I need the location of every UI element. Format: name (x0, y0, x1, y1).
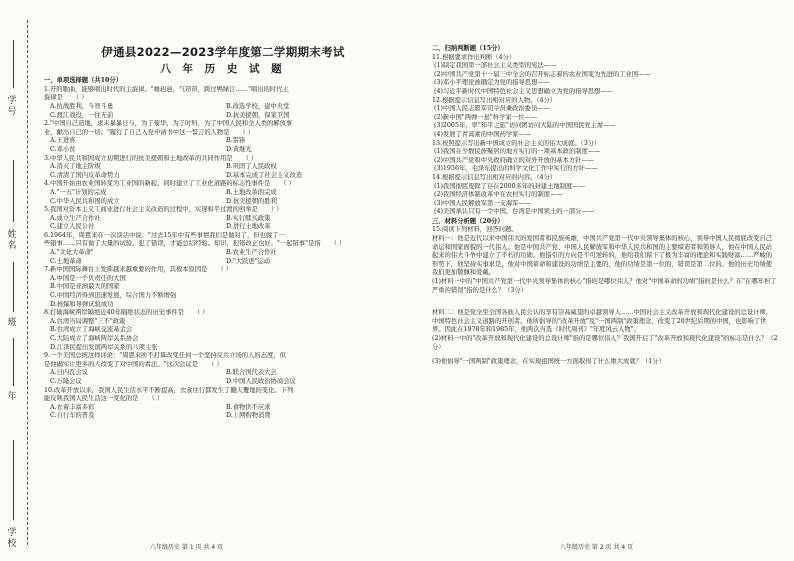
question-stem: 3.中华人民共和国成立初期进行的抗美援朝和土地改革的共同作用是 （ ） (44, 154, 258, 162)
question-stem: 些错事……只有做了大量的试验，犯了错误，才能总结经验。知识，犯错改正也好。"一起错事"是指 （ ） (44, 240, 346, 248)
answer-option[interactable]: B.联合国代表大会 (226, 369, 277, 377)
choice-question (44, 120, 402, 154)
answer-bracket[interactable]: （ ） (239, 128, 255, 136)
answer-option[interactable]: B.巩固了人民政权 (226, 163, 277, 171)
question-stem: 4.中国开始由农业国转变为工业国的新起，同时建立了工业化道路的标志性事件是 （ ） (44, 180, 296, 188)
choice-question (44, 387, 402, 421)
question-stem: 14.根据提示信息写出相对应的内容。（4分） (432, 173, 557, 181)
question-stem: 15.阅读下列材料，回答问题。 (432, 226, 518, 234)
choice-question (44, 352, 402, 386)
answer-bracket[interactable]: （ ） (148, 395, 164, 403)
answer-bracket[interactable]: （ ） (280, 180, 296, 188)
answer-option[interactable]: B.雷锋 (226, 137, 246, 145)
material-passage: 材料一：他是近代以来中国伟大的爱国者和民族英雄，中国共产党第一代中央领导集体的核心，领导中国人民彻底改变自己命运和国家面貌的一代伟人。他是中国共产党、中国人民解放军和中华人民共和国的主要缔造者和领导人，他在中国人民站起来的伟大斗争中建立了不朽的功勋。他指引的方向是不可逆转的，他给我们留下了极为丰富的理论和实践财富……严峻的形势下，他坚持实事求是，他对中国革命和建设的功绩是主要的，他的功绩是第一位的，错误是第二位的。他的历史功绩使我们更加敬佩和爱戴。 (432, 235, 773, 277)
school-label: 学校 (5, 528, 19, 550)
options-row (44, 189, 402, 198)
answer-bracket[interactable]: （ ） (72, 94, 88, 102)
answer-option[interactable]: A."一五"计划的完成 (50, 188, 107, 196)
answer-option[interactable]: B.农业生产合作社 (226, 249, 277, 257)
options-row (44, 112, 402, 121)
answer-option[interactable]: C.自行车的普及 (50, 412, 95, 420)
exam-subtitle: 八 年 历 史 试 题 (160, 62, 286, 75)
question-stem: 6.1964年，周恩来在一次谈话中说："过去15年中有些事情我们是做对了，但也做了一 (44, 231, 285, 239)
question-items (432, 105, 778, 139)
question-stem: 能反映我国人民生活这一变化的是 （ ） (44, 395, 164, 403)
answer-option[interactable]: D.核爆和导弹试验成功 (50, 300, 114, 308)
grade-line[interactable] (13, 338, 14, 386)
seal-line (27, 20, 28, 545)
answer-option[interactable]: C.清清了国内反革命势力 (50, 171, 120, 179)
answer-bracket[interactable]: （ ） (193, 309, 209, 317)
binding-margin (0, 0, 38, 561)
school-line[interactable] (13, 440, 14, 520)
question-stem: 7.新中国国际舞台上发挥越来越重要的作用，其根本原因是 （ ） (44, 266, 233, 274)
choice-question (44, 206, 402, 232)
options-row (44, 146, 402, 155)
sub-question: (3)他倡导"一国两制"政策理念，在实现祖国统一方面取得了什么重大成就？（1分） (432, 358, 665, 366)
answer-bracket[interactable]: （ ） (330, 240, 346, 248)
question-stem: 8.打破海峡两岸隔绝近40年隔绝状态的历史事件是 （ ） (44, 309, 209, 317)
answer-option[interactable]: C.中华人民共和国的成立 (50, 197, 120, 205)
answer-option[interactable]: D.中国人民政治协商会议 (226, 377, 296, 385)
fill-blank-item[interactable]: (2)新中国"两弹一星"科学家一位—— (434, 113, 537, 121)
material-passage: 材料二：他是党全至全国各族人民公认的享有崇高威望的卓越领导人……中国社会主义改革开放和现代化建设的总设计师，中国特色社会主义道路的开创者。他所倡导的"改革开放"及"一国两制"政策理念，改变了20世纪后期的中国，也影响了世界。因此在1978年和1985年，他两次当选《时代周刊》"年度风云人物"。 (432, 309, 773, 334)
page-footer: 八年级历史 第 2 页 共 4 页 (560, 544, 634, 551)
choice-question (44, 232, 402, 266)
question-items (432, 148, 778, 174)
answer-option[interactable]: D.基本完成了社会主义改造 (226, 171, 303, 179)
section-heading: 一、单项选择题（共10分） (44, 77, 123, 85)
section-heading: 三、材料分析题（20分） (432, 217, 504, 225)
options-row (44, 215, 402, 224)
options-row (44, 223, 402, 232)
question-stem: 5.我国对资本主义工商业进行社会主义改造的过程中，实现和平过渡的创举是 （ ） (44, 206, 283, 214)
answer-option[interactable]: B.实行赎买政策 (226, 214, 271, 222)
options-row (44, 198, 402, 207)
options-row (44, 163, 402, 172)
answer-option[interactable]: B.改选学校，建中央堂 (226, 102, 290, 110)
answer-option[interactable]: A."文化大革命" (50, 249, 94, 257)
question-stem: 12.根据提示信息写出相对应的人物。（4分） (432, 96, 557, 104)
options-row (44, 103, 402, 112)
answer-option[interactable]: D.进行土地改革 (226, 223, 271, 231)
grade-label: 年 (5, 392, 19, 403)
answer-option[interactable]: A.日内瓦会议 (50, 369, 89, 377)
options-row (44, 404, 402, 413)
answer-bracket[interactable]: （ ） (217, 266, 233, 274)
question-stem: 2."中国自己造地，求未暴暴日与，为了菊华，为了时科，为了中国人民和全人类的解放事 (44, 120, 293, 128)
answer-option[interactable]: A.抗战胜利，斗智斗勇 (50, 102, 114, 110)
question-items (432, 62, 778, 96)
answer-option[interactable]: C.土地革命 (50, 257, 82, 265)
answer-option[interactable]: B.中国是亚洲最大的国家 (50, 283, 120, 291)
answer-option[interactable]: D.黄继光 (226, 145, 252, 153)
choice-question (44, 86, 402, 120)
options-row (44, 249, 402, 258)
answer-option[interactable]: A.成立生产合作社 (50, 214, 101, 222)
name-label: 姓名 (5, 230, 19, 252)
question-stem: 9.一个美国总统这样评论："周恩来所不打算改变任何一个坚持反共立场的人的态度，但 (44, 352, 286, 360)
fill-blank-item[interactable]: (3)中国人民解放军第一支海军—— (434, 199, 532, 207)
answer-bracket[interactable]: （ ） (242, 154, 258, 162)
name-line[interactable] (13, 160, 14, 222)
choice-question (44, 266, 402, 309)
answer-option[interactable]: A.王进喜 (50, 137, 76, 145)
options-row (44, 172, 402, 181)
fill-blank-item[interactable]: (4)发展了青蒿素的中国药学家—— (434, 130, 532, 138)
answer-option[interactable]: C.邓小贫 (50, 145, 76, 153)
options-row (44, 378, 402, 387)
answer-bracket[interactable]: （ ） (267, 206, 283, 214)
fill-blank-item[interactable]: (4)习近平新时代中国特色社会主义思想确立为党的指导思想—— (434, 87, 613, 95)
answer-option[interactable]: B.食物供不应求 (226, 403, 271, 411)
student-id-label: 学号 (5, 96, 19, 118)
answer-option[interactable]: D.上网购物消费 (226, 412, 271, 420)
choice-question (44, 309, 402, 352)
options-row (44, 369, 402, 378)
answer-option[interactable]: C.大陆成立了海峡两岸关系协会 (50, 335, 139, 342)
answer-option[interactable]: A.台湾当局调整"三不"政策 (50, 317, 126, 325)
options-row (44, 258, 402, 267)
fill-blank-item[interactable]: (2)中国共产党第十一届三中全会的召开标志着的农业国变为先进的工业国—— (434, 70, 651, 78)
question-items (432, 183, 778, 217)
answer-option[interactable]: B.土地改革的完成 (226, 188, 277, 196)
answer-option[interactable]: D."大跃进"运动 (226, 257, 271, 265)
question-stem: 13.按照提示写出新中国成立的社会主义的伟大成就。（3分） (432, 139, 601, 147)
answer-option[interactable]: A.中国是一个负责任的大国 (50, 274, 126, 282)
question-stem: 10.改革开放以来，我国人民生活水平不断提高，衣食住行都发生了翻天覆地的变化。下列 (44, 386, 294, 394)
page-footer: 八年级历史 第 1 页 共 4 页 (150, 544, 224, 551)
answer-bracket[interactable]: （ ） (208, 360, 223, 368)
fill-blank-item[interactable]: (1)制定我国第一部社会主义类型的宪法—— (434, 62, 557, 70)
fill-blank-item[interactable]: (4)美国承认只有一个中国，台湾是中国领土的一部分—— (434, 208, 595, 216)
right-column (432, 0, 778, 367)
fill-blank-item[interactable]: (3)2005年，率"和平之旅"访问团访问大陆的中国国民党主席—— (434, 122, 616, 130)
answer-option[interactable]: A.衣着丰富多彩 (50, 403, 95, 411)
fill-blank-item[interactable]: (2)我国经济体制改革中在农村实行的制度—— (434, 191, 563, 199)
class-line[interactable] (13, 262, 14, 312)
answer-option[interactable]: D.江泽民提出发展两岸关系的八项主张 (50, 343, 158, 351)
answer-option[interactable]: C.中国经济得到迅速发展，综合国力不断增强 (50, 292, 177, 300)
section-heading: 二、归纳判断题（15分） (432, 45, 504, 52)
options-row (44, 137, 402, 146)
answer-option[interactable]: D.抗美援朝的胜利 (226, 197, 277, 205)
exam-title: 伊通县2022—2023学年度第二学期期末考试 (101, 45, 345, 59)
fill-blank-item[interactable]: (3)1956年，毛泽东提出的科学文化工作中实行的方针—— (434, 165, 598, 173)
student-id-line[interactable] (13, 40, 14, 88)
options-row (44, 412, 402, 421)
sub-question: (2)材料一中的"改革开放和现代化建设的总设计师"指的是哪位伟人？我国开启了"改革开放和现代化建设"的标志是什么？（2分） (432, 335, 778, 351)
sub-question: (1)材料一中的"中国共产党第一代中央领导集体的核心"指的是哪位伟人？他对"中国革命的功绩"指的是什么？在"在哪年担了严重的错误"指的是什么？（3分） (432, 278, 777, 294)
answer-option[interactable]: C.万隆会议 (50, 377, 82, 385)
answer-option[interactable]: C.渡江战役，一往无前 (50, 111, 114, 119)
fill-blank-item[interactable]: (3)邓小平理论被确定为党的指导思想—— (434, 79, 550, 87)
left-column (44, 0, 402, 421)
question-stem: 11.根据要求作出判断（4分） (432, 53, 516, 61)
fill-blank-item[interactable]: (1)我国彻底废除了存在2000多年的封建土地制度—— (434, 182, 585, 190)
fill-blank-item[interactable]: (2)中国共产党和中央政府确立的对外开放的基本方针—— (434, 156, 595, 164)
answer-option[interactable]: C.建立人民公社 (50, 223, 95, 231)
fill-blank-item[interactable]: (1)中国人民志愿军司令员兼政治委员—— (434, 105, 550, 113)
question-stem: 是他确实让更多的人改变了对中国的看法。"这次会议是 （ ） (44, 360, 223, 368)
choice-question (44, 180, 402, 206)
multiple-choice-list (44, 86, 402, 421)
fill-blank-item[interactable]: (1)我国在少数民族聚居的地方实行的一项基本政治制度—— (434, 148, 601, 156)
answer-option[interactable]: A.消灭了地主阶级 (50, 163, 101, 171)
question-stem: 1.开的歌曲，能够唱出时代的主旋律。"雄赳赳，气昂昂，跨过鸭绿江……"唱出的时代主 (44, 85, 289, 93)
question-stem: 旋律是 （ ） (44, 94, 88, 102)
answer-option[interactable]: B.台湾成立了海峡交流基金会 (50, 326, 133, 334)
class-label: 班 (5, 318, 19, 329)
question-stem: 业，献出自己的一切。"履行了自己入党申请书中这一誓言的人物是 （ ） (44, 128, 255, 136)
choice-question (44, 155, 402, 181)
answer-option[interactable]: D.抗美援朝，保家卫国 (226, 111, 290, 119)
